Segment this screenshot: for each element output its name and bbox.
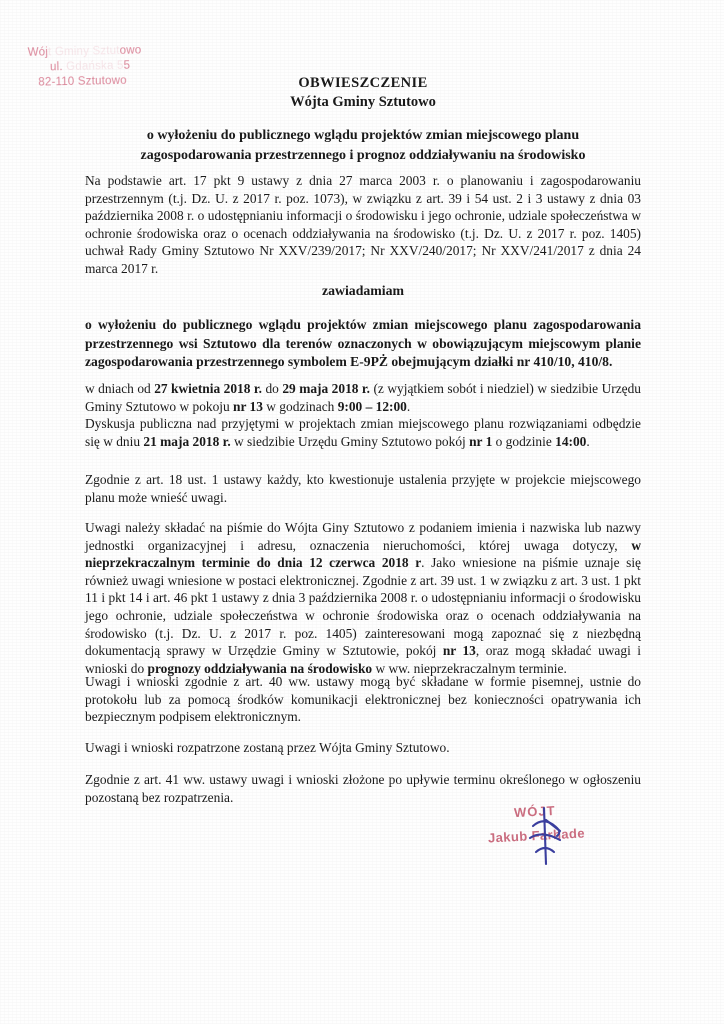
paragraph-comments <box>85 519 641 677</box>
page-title <box>85 74 641 112</box>
discussion-room: nr 1 <box>469 433 493 449</box>
dates-seg7: w siedzibie Urzędu Gminy Sztutowo pokój <box>230 433 470 449</box>
paragraph-art18-wrapper <box>85 471 641 506</box>
paragraph-dates-line-b <box>85 415 641 450</box>
stamp-line-3: 82-110 Sztutowo <box>38 74 127 89</box>
subtitle-line-2: zagospodarowania przestrzennego i prognoz oddziaływaniu na środowisko <box>140 147 586 163</box>
stamp-line-2: ul. Gdańska 55 <box>49 59 131 74</box>
paragraph-art41: Zgodnie z art. 41 ww. ustawy uwagi i wnioski złożone po upływie terminu określonego w ogłoszeniu pozostaną bez rozpatrzenia. <box>85 772 641 805</box>
date-from: 27 kwietnia 2018 r. <box>154 381 262 396</box>
documentation-room: nr 13 <box>442 643 476 659</box>
page-subtitle <box>85 126 641 165</box>
paragraph-art40: Uwagi i wnioski zgodnie z art. 40 ww. ustawy mogą być składane w formie pisemnej, ustnie do protokołu lub za pomocą środków komunikacji elektronicznej bez konieczności opatrywania ich bezpiecznym podpisem elektronicznym. <box>85 674 641 725</box>
dates-seg8: o godzinie <box>492 433 556 449</box>
signature-name: Jakub Farhade <box>487 825 586 846</box>
date-to: 29 maja 2018 r. <box>282 381 370 396</box>
dates-seg9: . <box>586 433 590 449</box>
signature-block <box>486 802 616 872</box>
paragraph-notice: o wyłożeniu do publicznego wglądu projektów zmian miejscowego planu zagospodarowania przestrzennego wsi Sztutowo dla terenów oznaczonych w obowiązującym miejscowym planie zagospodarowania przestrzennego symbolem E-9PŻ obejmującym działki nr 410/10, 410/8. <box>85 317 641 370</box>
paragraph-legal-basis: Na podstawie art. 17 pkt 9 ustawy z dnia 27 marca 2003 r. o planowaniu i zagospodarowaniu przestrzennym (t.j. Dz. U. z 2017 r. poz. 1073), w związku z art. 39 i 54 ust. 2 i 3 ustawy z dnia 03 października 2008 r. o udostępnianiu informacji o środowisku i jego ochronie, udziale społeczeństwa w ochronie środowiska oraz o ocenach oddziaływania na środowisko (t.j. Dz. U. z 2017 r. poz. 1405) uchwał Rady Gminy Sztutowo Nr XXV/239/2017; Nr XXV/240/2017; Nr XXV/241/2017 z dnia 24 marca 2017 r. <box>85 173 641 276</box>
comments-seg3: , oraz mogą składać uwagi i wnioski do <box>85 643 641 676</box>
forecast-reference: prognozy oddziaływania na środowisko <box>147 660 373 676</box>
discussion-date: 21 maja 2018 r. <box>143 433 231 449</box>
signature-title: WÓJT <box>513 802 556 821</box>
subtitle-line-1: o wyłożeniu do publicznego wglądu projektów zmian miejscowego planu <box>146 128 580 143</box>
paragraph-review-wrapper <box>85 739 641 757</box>
notice-keyword: zawiadamiam <box>321 283 404 298</box>
paragraph-notice-wrapper <box>85 316 641 372</box>
paragraph-legal-basis-wrapper <box>85 172 641 278</box>
dates-seg6: Dyskusja publiczna nad przyjętymi w projektach zmian miejscowego planu rozwiązaniami odbędzie się w dniu <box>85 416 641 449</box>
dates-seg5: . <box>406 398 411 414</box>
dates-seg1: w dniach od <box>85 381 155 396</box>
comments-seg2: . Jako wniesione na piśmie uznaje się również uwagi wniesione w postaci elektronicznej. Zgodnie z art. 39 ust. 1 w związku z art. 3 ust. 1 pkt 11 i pkt 14 i art. 46 pkt 1 ustawy z dnia 3 października 2008 r. o udostępnianiu informacji o środowisku jego ochronie, udziale społeczeństwa w ochronie środowiska oraz o ocenach oddziaływania na środowisko (t.j. Dz. U. z 2017 r. poz. 1405) zainteresowani mogą zapoznać się z niezbędną dokumentacją sprawy w Urzędzie Gminy w Sztutowie, pokój <box>85 555 641 659</box>
paragraph-art18: Zgodnie z art. 18 ust. 1 ustawy każdy, kto kwestionuje ustalenia przyjęte w projekcie miejscowego planu może wnieść uwagi. <box>85 472 641 505</box>
viewing-hours: 9:00 – 12:00 <box>337 398 407 414</box>
submission-deadline: w nieprzekraczalnym terminie do dnia 12 czerwca 2018 r <box>85 537 641 571</box>
paragraph-art41-wrapper <box>85 771 641 806</box>
discussion-hour: 14:00 <box>555 433 587 449</box>
room-number: nr 13 <box>233 398 263 414</box>
dates-seg3: (z wyjątkiem sobót i niedziel) w siedzibie Urzędu Gminy Sztutowo w pokoju <box>85 381 641 414</box>
title-line-2: Wójta Gminy Sztutowo <box>290 94 436 110</box>
paragraph-dates-line-a <box>85 380 641 415</box>
paragraph-comments-wrapper <box>85 519 641 677</box>
comments-seg1: Uwagi należy składać na piśmie do Wójta Giny Sztutowo z podaniem imienia i nazwiska lub nazwy jednostki organizacyjnej i adresu, oznaczenia nieruchomości, której uwaga dotyczy, <box>85 520 641 553</box>
stamp-line-1: Wójt Gminy Sztutowo <box>27 44 142 59</box>
paragraph-review: Uwagi i wnioski rozpatrzone zostaną przez Wójta Gminy Sztutowo. <box>85 740 450 755</box>
dates-seg2: do <box>261 381 283 396</box>
title-line-1: OBWIESZCZENIE <box>298 75 428 91</box>
paragraph-art40-wrapper <box>85 673 641 726</box>
comments-seg4: w ww. nieprzekraczalnym terminie. <box>372 660 567 676</box>
paragraph-dates-wrapper <box>85 380 641 450</box>
dates-seg4: w godzinach <box>262 398 338 414</box>
notice-keyword-wrapper <box>85 283 641 299</box>
